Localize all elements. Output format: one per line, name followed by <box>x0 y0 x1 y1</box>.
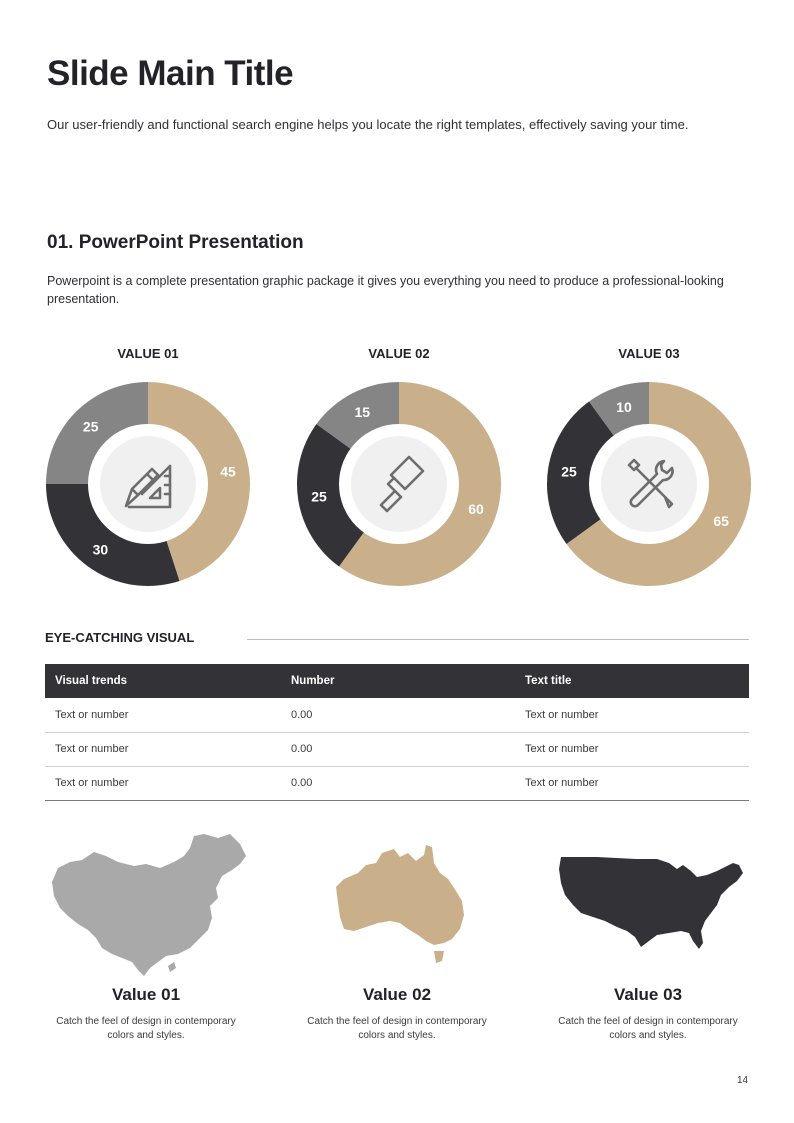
donut-value-label: 65 <box>713 512 729 529</box>
donut-value-label: 30 <box>92 541 109 558</box>
map-description <box>292 1015 502 1043</box>
donut-svg <box>46 382 250 586</box>
desc-line: Catch the feel of design in contemporary <box>56 1016 236 1027</box>
section-title: 01. PowerPoint Presentation <box>47 232 304 253</box>
table-cell: Text or number <box>45 698 281 732</box>
desc-line: colors and styles. <box>358 1030 436 1041</box>
usa-map-icon <box>557 855 747 951</box>
donut-value-label: 60 <box>468 501 484 518</box>
table-cell: 0.00 <box>281 732 515 766</box>
page-title: Slide Main Title <box>47 54 294 93</box>
divider <box>247 639 749 640</box>
donut-value-label: 25 <box>82 418 99 435</box>
desc-line: Catch the feel of design in contemporary <box>307 1016 487 1027</box>
donut-chart-1 <box>46 346 250 596</box>
donut-value-label: 25 <box>561 463 577 480</box>
donut-value-label: 10 <box>616 398 632 415</box>
map-description <box>41 1015 251 1043</box>
table-cell: Text or number <box>45 766 281 800</box>
map-title: Value 02 <box>362 985 432 1004</box>
column-header: Number <box>281 664 515 698</box>
map-title: Value 03 <box>613 985 683 1004</box>
desc-line: colors and styles. <box>107 1030 185 1041</box>
table-cell: Text or number <box>515 698 749 732</box>
map-title: Value 01 <box>111 985 181 1004</box>
map-description <box>543 1015 753 1043</box>
donut-value-label: 45 <box>220 463 236 480</box>
page-number: 14 <box>737 1075 749 1086</box>
australia-map-icon <box>334 843 466 968</box>
donut-svg <box>297 382 501 586</box>
table-cell: Text or number <box>515 732 749 766</box>
chart-title: VALUE 01 <box>117 346 179 361</box>
icon-circle <box>601 436 697 532</box>
table-row <box>45 766 749 800</box>
chart-title: VALUE 02 <box>368 346 430 361</box>
table-cell: 0.00 <box>281 698 515 732</box>
column-header: Text title <box>515 664 749 698</box>
china-map-icon <box>48 830 250 980</box>
donut-value-label: 25 <box>311 488 327 505</box>
column-header: Visual trends <box>45 664 281 698</box>
donut-chart-3 <box>547 346 751 596</box>
desc-line: Catch the feel of design in contemporary <box>558 1016 738 1027</box>
desc-line: colors and styles. <box>609 1030 687 1041</box>
donut-value-label: 15 <box>354 403 371 420</box>
page-subtitle: Our user-friendly and functional search engine helps you locate the right templates, effectively saving your time. <box>47 117 689 132</box>
table-row <box>45 698 749 732</box>
visual-heading: EYE-CATCHING VISUAL <box>45 630 195 645</box>
donut-svg <box>547 382 751 586</box>
table-header-row <box>45 664 749 698</box>
section-description: Powerpoint is a complete presentation graphic package it gives you everything you need to produce a professional-looking presentation. <box>47 274 724 306</box>
chart-title: VALUE 03 <box>618 346 680 361</box>
data-table <box>45 664 749 801</box>
table-cell: 0.00 <box>281 766 515 800</box>
table-cell: Text or number <box>515 766 749 800</box>
donut-chart-2 <box>297 346 501 596</box>
table-cell: Text or number <box>45 732 281 766</box>
table-row <box>45 732 749 766</box>
